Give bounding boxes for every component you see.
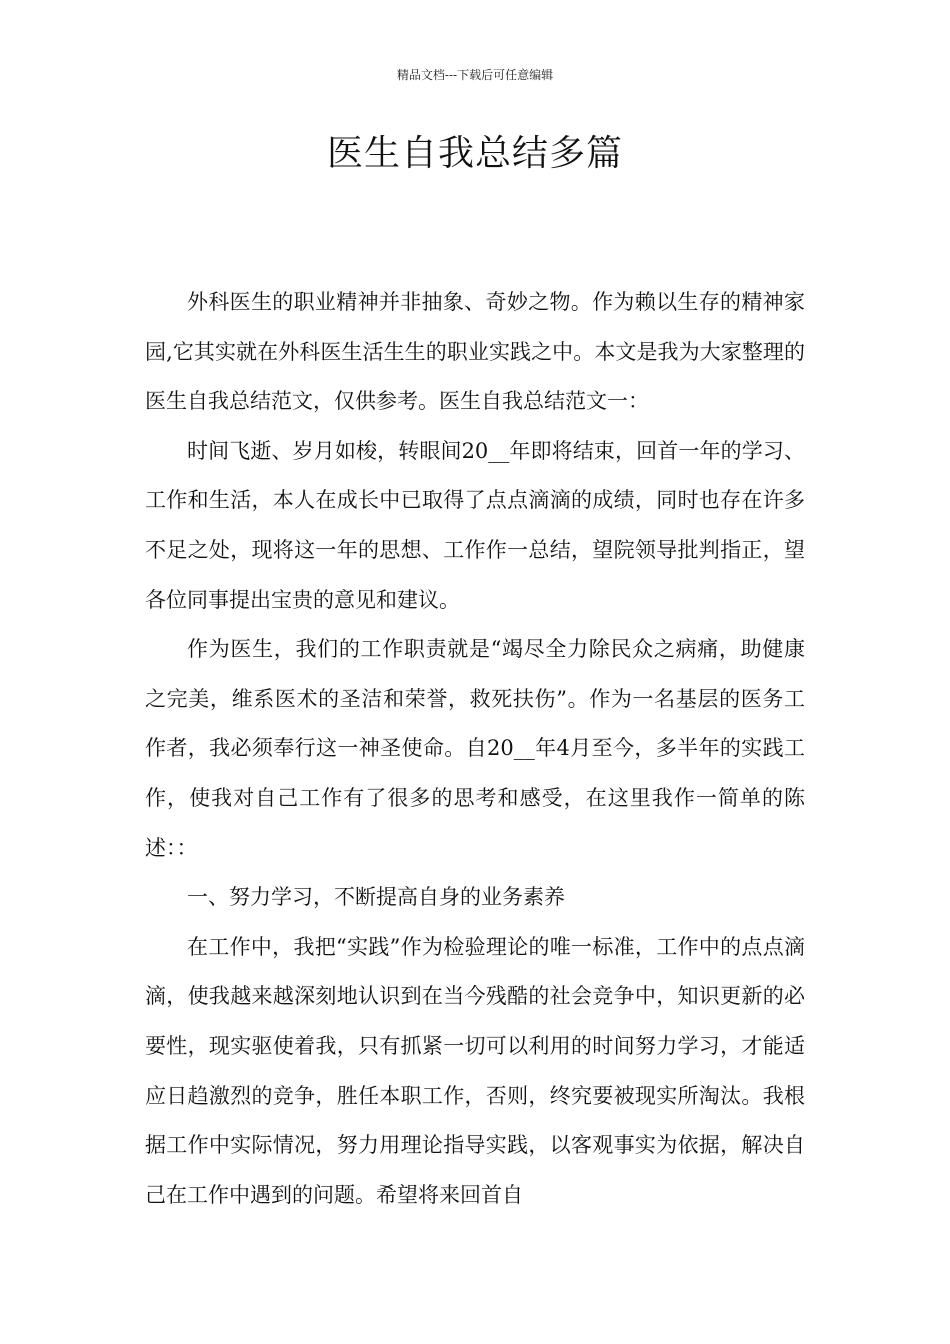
section-heading-study: 一、努力学习，不断提高自身的业务素养	[187, 885, 565, 910]
paragraph-duty: 作为医生，我们的工作职责就是“竭尽全力除民众之病痛，助健康之完美，维系医术的圣洁和荣誉，救死扶伤”。作为一名基层的医务工作者，我必须奉行这一神圣使命。自20__年4月至今，多半年的实践工作，使我对自己工作有了很多的思考和感受，在这里我作一简单的陈述：：	[145, 637, 805, 860]
document-title: 医生自我总结多篇	[326, 133, 623, 174]
paragraph-intro: 外科医生的职业精神并非抽象、奇妙之物。作为赖以生存的精神家园,它其实就在外科医生活生生的职业实践之中。本文是我为大家整理的医生自我总结范文，仅供参考。医生自我总结范文一：	[145, 290, 805, 414]
paragraph-year-review: 时间飞逝、岁月如梭，转眼间20__年即将结束，回首一年的学习、工作和生活，本人在成长中已取得了点点滴滴的成绩，同时也存在许多不足之处，现将这一年的思想、工作作一总结，望院领导批判指正，望各位同事提出宝贵的意见和建议。	[145, 438, 805, 612]
paragraph-practice: 在工作中，我把“实践”作为检验理论的唯一标准，工作中的点点滴滴，使我越来越深刻地认识到在当今残酷的社会竞争中，知识更新的必要性，现实驱使着我，只有抓紧一切可以利用的时间努力学习，才能适应日趋激烈的竞争，胜任本职工作，否则，终究要被现实所淘汰。我根据工作中实际情况，努力用理论指导实践，以客观事实为依据，解决自己在工作中遇到的问题。希望将来回首自	[145, 934, 805, 1207]
document-body	[145, 278, 805, 1220]
header-note: 精品文档---下载后可任意编辑	[396, 68, 554, 82]
